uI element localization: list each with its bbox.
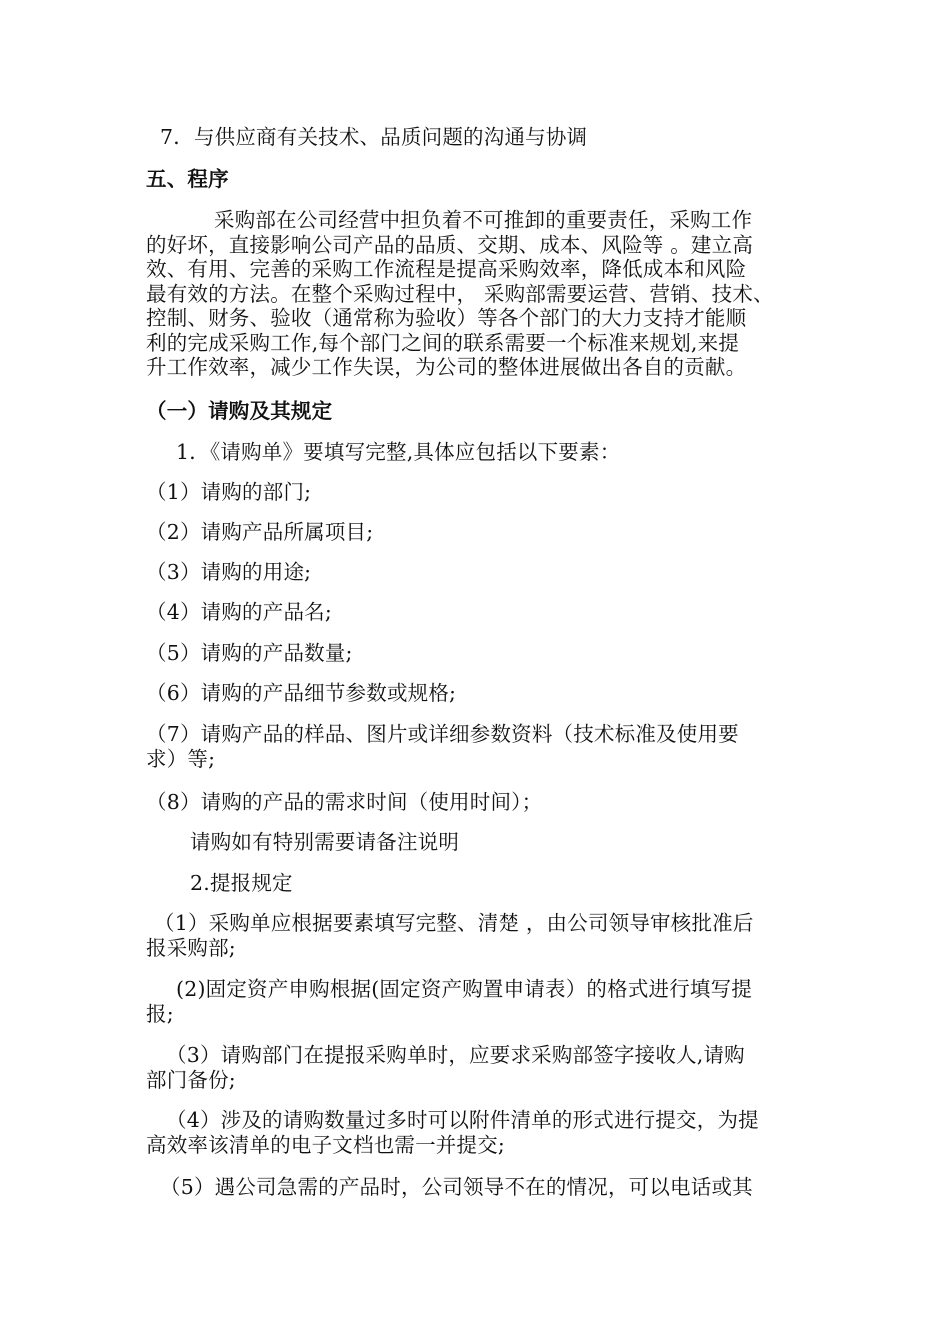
intro-line: 最有效的方法。在整个采购过程中， 采购部需要运营、营销、技术、 [146, 281, 774, 306]
rule-3 [146, 1043, 826, 1092]
note: 请购如有特别需要请备注说明 [190, 830, 460, 854]
section-5-title: 五、程序 [146, 167, 229, 191]
intro-paragraph [146, 208, 826, 380]
intro-line: 升工作效率，减少工作失误，为公司的整体进展做出各自的贡献。 [146, 355, 747, 379]
rule-1-line: 报采购部; [146, 935, 236, 960]
element-7-line: （7）请购产品的样品、图片或详细参数资料（技术标准及使用要 [146, 722, 739, 746]
element-4: （4）请购的产品名; [146, 600, 332, 624]
intro-line: 效、有用、完善的采购工作流程是提高采购效率，降低成本和风险 [146, 257, 747, 281]
rule-4-line: （4）涉及的请购数量过多时可以附件清单的形式进行提交，为提 [166, 1108, 759, 1132]
element-7 [146, 722, 826, 771]
rule-3-line: （3）请购部门在提报采购单时，应要求采购部签字接收人,请购 [166, 1043, 745, 1067]
element-6: （6）请购的产品细节参数或规格; [146, 681, 457, 705]
rule-2-line: 报; [146, 1001, 174, 1026]
subsection-1-item-2: 2.提报规定 [190, 871, 293, 895]
rule-5: （5）遇公司急需的产品时，公司领导不在的情况，可以电话或其 [160, 1175, 753, 1199]
rule-2-line: (2)固定资产申购根据(固定资产购置申请表）的格式进行填写提 [176, 977, 753, 1001]
rule-1 [146, 911, 826, 960]
intro-line: 控制、财务、验收（通常称为验收）等各个部门的大力支持才能顺 [146, 306, 747, 330]
rule-4-line: 高效率该清单的电子文档也需一并提交; [146, 1132, 506, 1157]
subsection-1-item-1: 1．《请购单》要填写完整,具体应包括以下要素： [176, 440, 621, 464]
intro-line: 采购部在公司经营中担负着不可推卸的重要责任，采购工作 [214, 208, 753, 232]
element-8: （8）请购的产品的需求时间（使用时间）； [146, 790, 543, 814]
subsection-1-title: （一）请购及其规定 [146, 399, 333, 423]
rule-4 [146, 1108, 826, 1157]
element-3: （3）请购的用途; [146, 560, 312, 584]
item-7: 7．与供应商有关技术、品质问题的沟通与协调 [160, 125, 588, 149]
rule-1-line: （1）采购单应根据要素填写完整、清楚 ，由公司领导审核批准后 [154, 911, 754, 935]
element-1: （1）请购的部门; [146, 480, 312, 504]
element-5: （5）请购的产品数量; [146, 641, 353, 665]
rule-2 [146, 977, 826, 1026]
element-7-line: 求）等; [146, 746, 216, 771]
rule-3-line: 部门备份; [146, 1067, 236, 1092]
element-2: （2）请购产品所属项目; [146, 520, 374, 544]
intro-line: 的好坏，直接影响公司产品的品质、交期、成本、风险等 。建立高 [146, 232, 754, 257]
intro-line: 利的完成采购工作,每个部门之间的联系需要一个标准来规划,来提 [146, 330, 740, 355]
